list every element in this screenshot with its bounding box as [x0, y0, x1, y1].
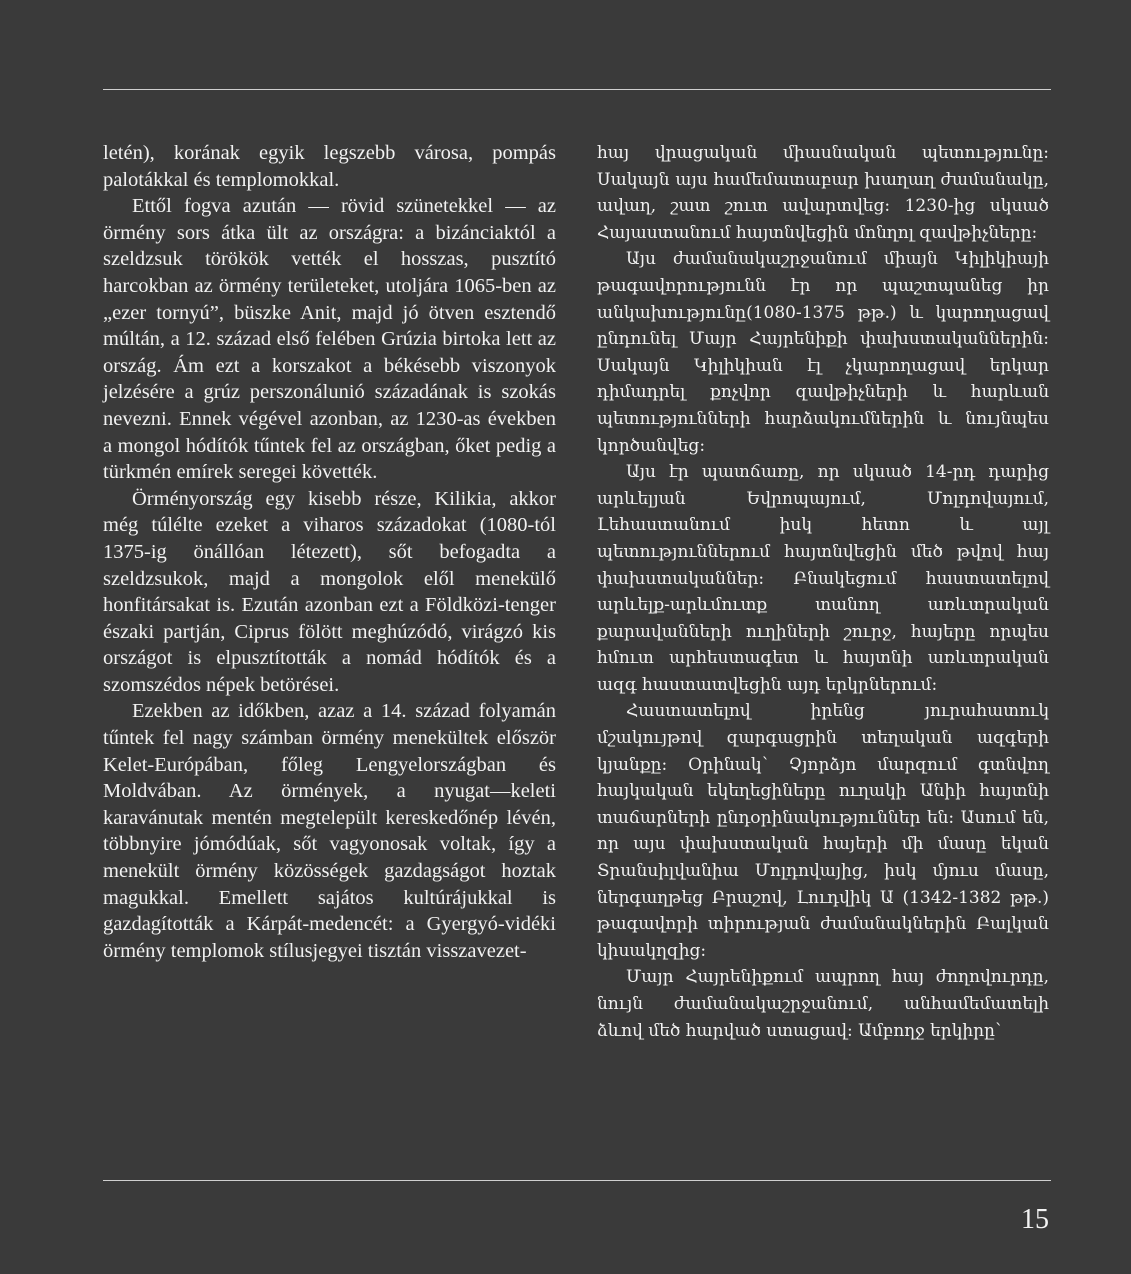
paragraph: Այս ժամանակաշրջանում միայն Կիլիկիայի թագավորությունն էր որ պաշտպանեց իր անկախությունը(1080-1375 թթ.) և կարողացավ ընդունել Մայր Հայրենիքի փախստականներին: Սակայն Կիլիկիան էլ չկարողացավ երկար դիմադրել քոչվոր զավթիչների և հարևան պետությունների հարձակումներին և նույնպես կործանվեց:	[597, 249, 1049, 456]
page-number: 15	[1021, 1204, 1049, 1235]
bottom-rule	[103, 1180, 1051, 1181]
paragraph: letén), korának egyik legszebb városa, pompás palotákkal és templomokkal.	[103, 142, 556, 191]
top-rule	[103, 89, 1051, 90]
paragraph: Մայր Հայրենիքում ապրող հայ ժողովուրդը, նույն ժամանակաշրջանում, անհամեմատելի ձևով մեծ հարված ստացավ: Ամբողջ երկիրը՝	[597, 967, 1049, 1041]
paragraph: Այս էր պատճառը, որ սկսած 14-րդ դարից արևելյան Եվրոպայում, Մոլդովայում, Լեհաստանում իսկ հետո և այլ պետություններում հայտնվեցին մեծ թվով հայ փախստականներ: Բնակեցում հաստատելով արևելք-արևմուտք տանող առևտրական քարավանների ուղիների շուրջ, հայերը որպես հմուտ արհեստագետ և հայտնի առևտրական ազգ հաստատվեցին այդ երկրներում:	[597, 462, 1049, 695]
paragraph: հայ վրացական միասնական պետությունը: Սակայն այս համեմատաբար խաղաղ ժամանակը, ավաղ, շատ շուտ ավարտվեց: 1230-ից սկսած Հայաստանում հայտնվեցին մոնղոլ զավթիչները:	[597, 143, 1049, 243]
armenian-column	[597, 140, 1049, 1044]
paragraph: Örményország egy kisebb része, Kilikia, akkor még túlélte ezeket a viharos századokat (1080-tól 1375-ig önállóan létezett), sőt befogadta a szeldzsukok, majd a mongolok elől menekülő honfitársakat is. Ezután azonban ezt a Földközi-tenger északi partján, Ciprus fölött meghúzódó, virágzó kis országot is elpusztították a nomád hódítók és a szomszédos népek betörései.	[103, 487, 556, 696]
paragraph: Հաստատելով իրենց յուրահատուկ մշակույթով զարգացրին տեղական ազգերի կյանքը: Օրինակ՝ Չյորձյո մարզում գտնվող հայկական եկեղեցիները ուղակի Անիի հայտնի տաճարների ընդօրինակություններ են: Ասում են, որ այս փախստական հայերի մի մասը եկան Տրանսիլվանիա Մոլդովայից, իսկ մյուս մասը, ներգաղթեց Բրաշով, Լուդվիկ Ա (1342-1382 թթ.) թագավորի տիրության ժամանակներին Բալկան կիսակղզից:	[597, 701, 1049, 961]
paragraph: Ezekben az időkben, azaz a 14. század folyamán tűntek fel nagy számban örmény menekültek először Kelet-Európában, főleg Lengyelországban és Moldvában. Az örmények, a nyugat—keleti karavánutak mentén megtelepült kereskedőnép lévén, többnyire jómódúak, sőt vagyonosak voltak, így a menekült örmény közösségek gazdagságot hoztak magukkal. Emellett sajátos kultúrájukkal is gazdagították a Kárpát-medencét: a Gyergyó-vidéki örmény templomok stílusjegyei tisztán visszavezet-	[103, 700, 556, 962]
paragraph: Ettől fogva azután — rövid szünetekkel — az örmény sors átka ült az országra: a bizánciaktól a szeldzsuk törökök vették el hosszas, pusztító harcokban az örmény területeket, utoljára 1065-ben az „ezer tornyú”, büszke Anit, majd jó ötven esztendő múltán, a 12. század első felében Grúzia birtoka lett az ország. Ám ezt a korszakot a békésebb viszonyok jelzésére a grúz perszonálunió századának is szokás nevezni. Ennek végével azonban, az 1230-as években a mongol hódítók tűntek fel az országban, őket pedig a türkmén emírek seregei követték.	[103, 195, 556, 484]
hungarian-column	[103, 140, 556, 964]
